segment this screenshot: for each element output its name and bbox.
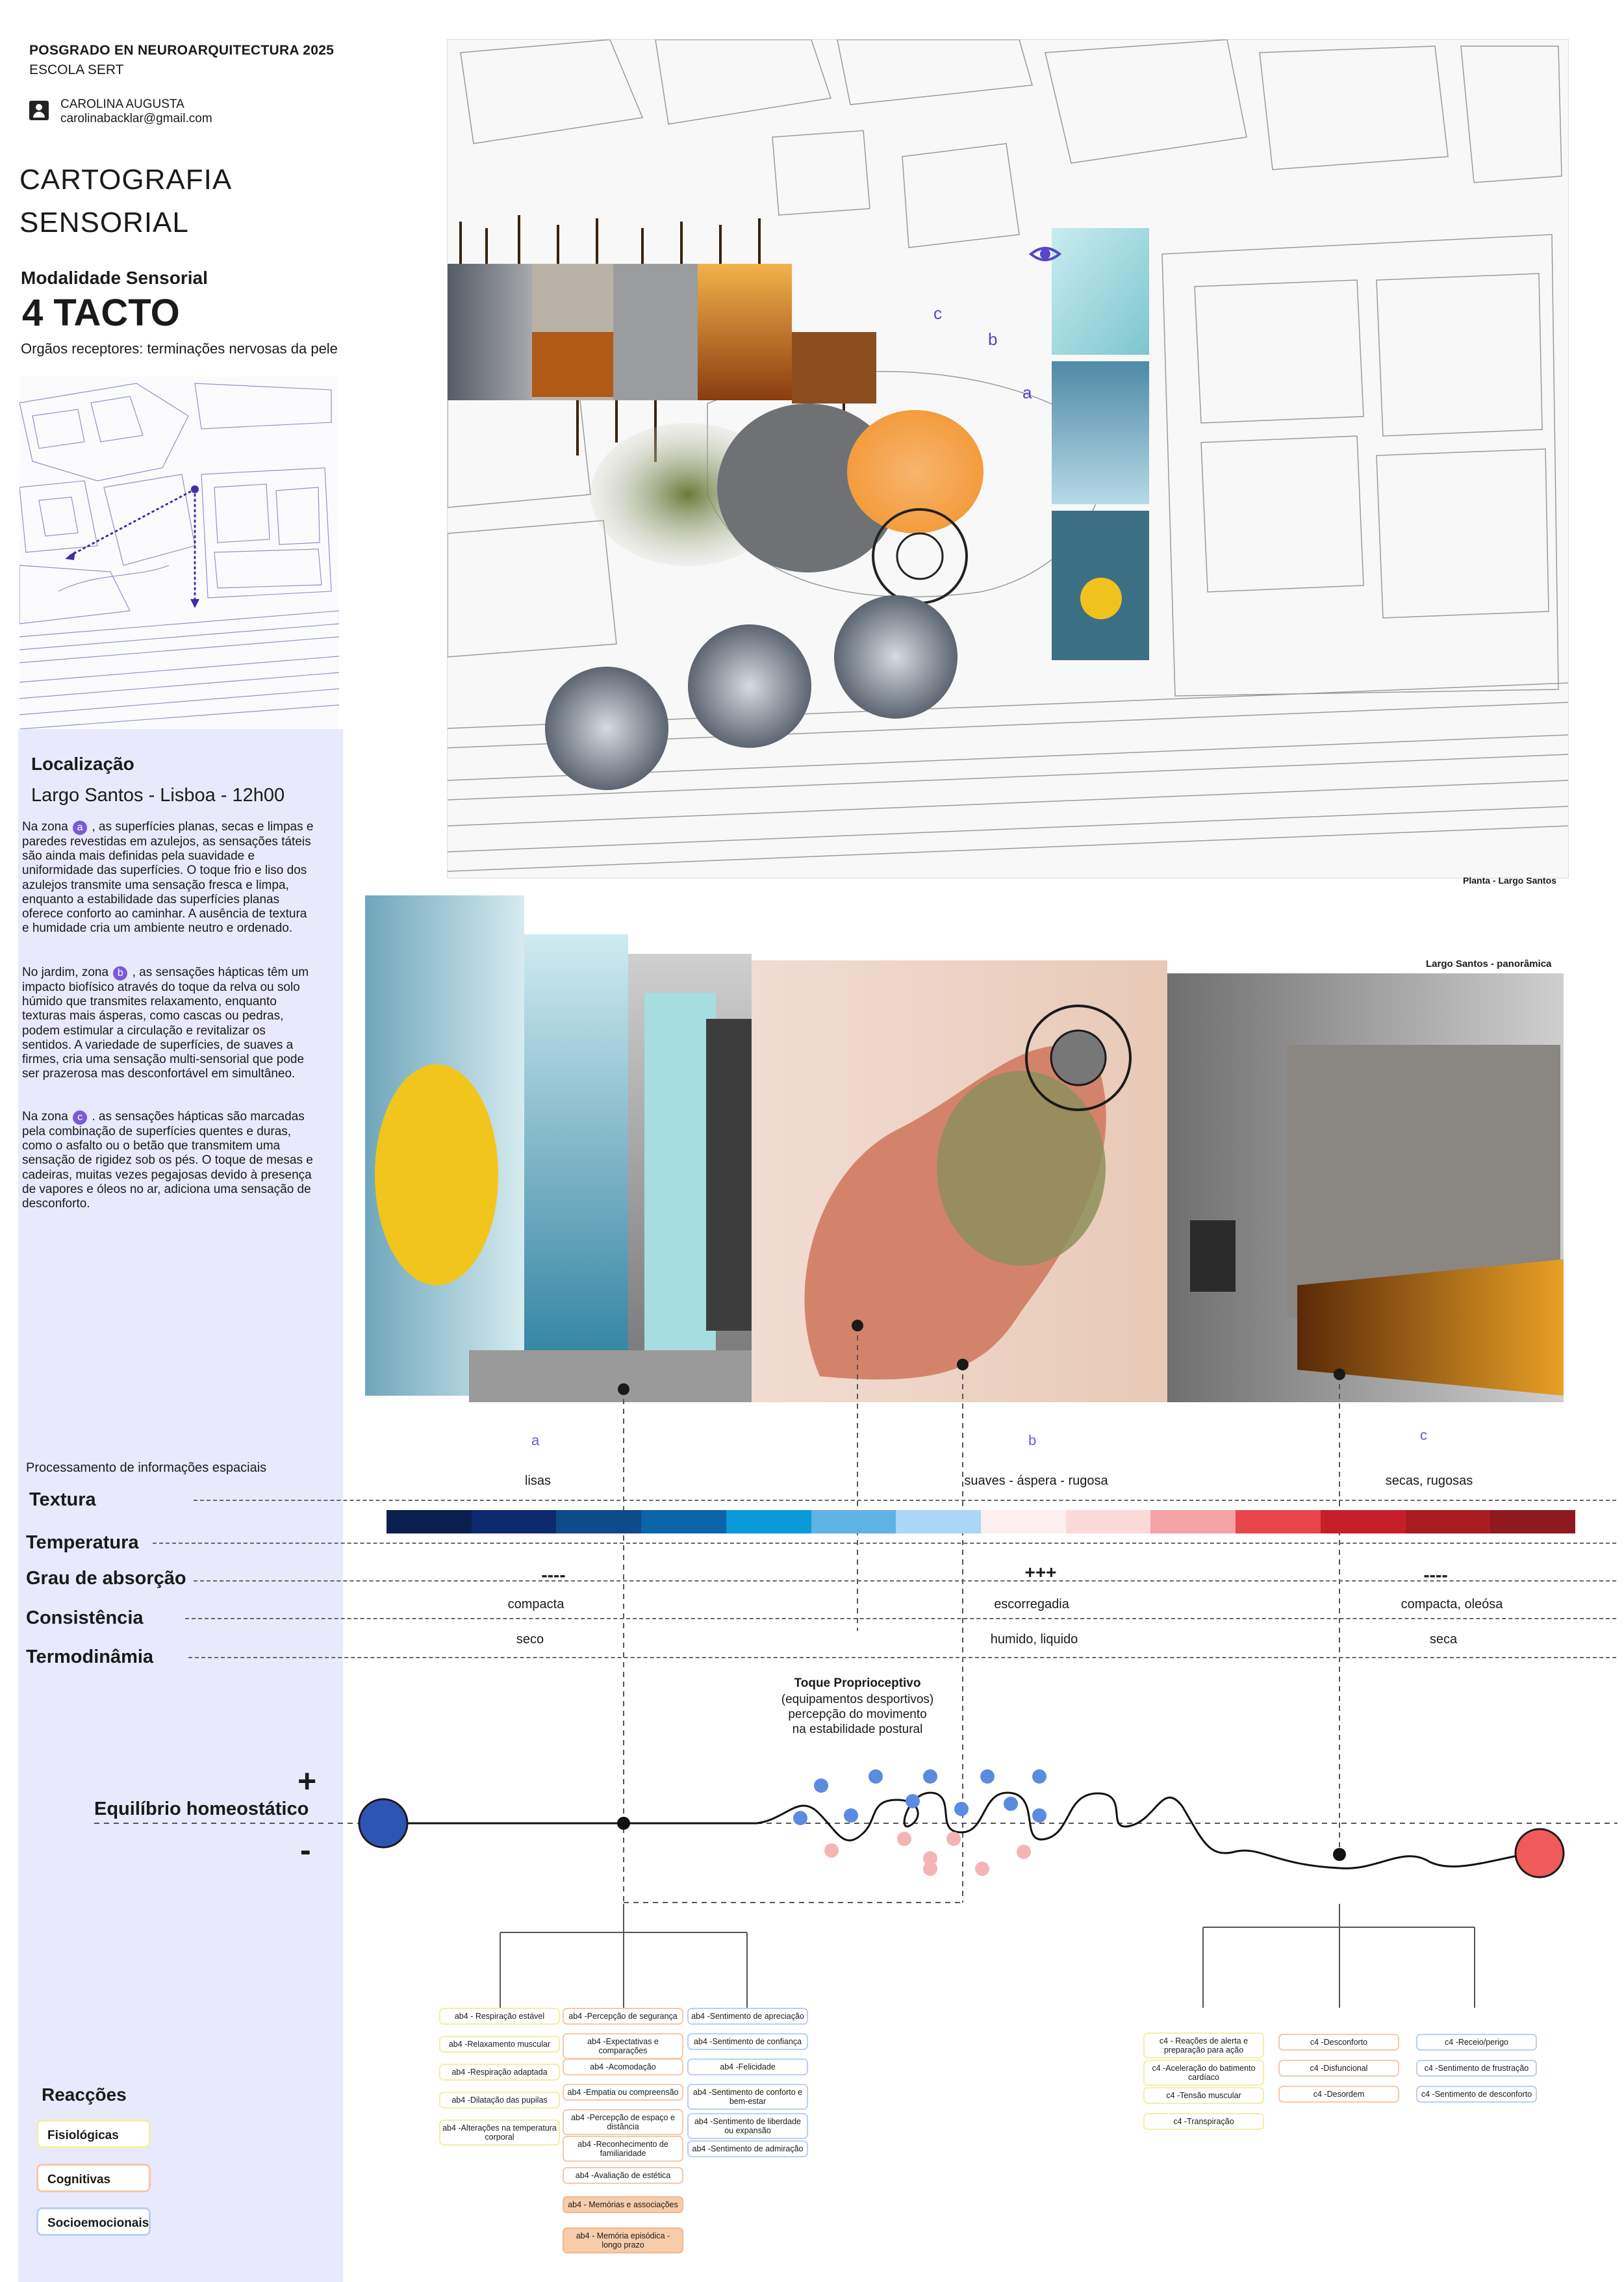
ab4-cogn-strong-1: ab4 - Memórias e associações [563, 2196, 683, 2213]
panorama-caption: Largo Santos - panorâmica [1426, 958, 1552, 969]
ab4-cogn-4: ab4 -Empatia ou compreensão [563, 2084, 683, 2101]
c4-fisio-2: c4 -Aceleração do batimento cardíaco [1143, 2060, 1264, 2086]
page-title [19, 159, 232, 244]
touch-line-1: (equipamentos desportivos) [781, 1693, 934, 1706]
site-plan-collage [447, 39, 1569, 878]
c4-socio-3: c4 -Sentimento de desconforto [1416, 2086, 1537, 2103]
c4-fisio-3: c4 -Tensão muscular [1143, 2087, 1264, 2104]
zone-c-prefix: Na zona [22, 1110, 68, 1123]
ab4-cogn-1: ab4 -Percepção de segurança [563, 2008, 683, 2025]
temperature-segment-13 [1406, 1510, 1491, 1533]
temperature-segment-3 [556, 1510, 641, 1533]
title-line-1: CARTOGRAFIA [19, 164, 233, 196]
equilibrium-label: Equilíbrio homeostático [94, 1799, 309, 1819]
pano-zone-a: a [531, 1432, 540, 1448]
map-zone-c: c [933, 303, 942, 323]
ab4-fisio-4: ab4 -Dilatação das pupilas [439, 2092, 560, 2109]
modality-label: Modalidade Sensorial [21, 268, 208, 288]
touch-line-2: percepção do movimento [788, 1708, 927, 1721]
zone-b-text: , as sensações hápticas têm um impacto biofísico através do toque da relva ou solo húmido que transmites relaxamento, enquanto texturas mais ásperas, como cascas ou pedras, podem estimular a circulação e revitalizar os sentidos. A variedade de superfícies, de suaves a firmes, cria uma sensação multi-sensorial que pode ser prazerosa mas desconfortável em simultâneo. [22, 966, 309, 1081]
termodinamia-c: seca [1429, 1632, 1458, 1647]
row-label-absorcao: Grau de absorção [26, 1568, 186, 1589]
termodinamia-a: seco [516, 1632, 544, 1647]
equilibrium-end [1516, 1829, 1564, 1877]
temperature-scale [387, 1510, 1575, 1533]
plus-sign: + [298, 1763, 317, 1799]
map-zone-b: b [988, 329, 998, 349]
mini-site-map [19, 377, 339, 729]
ab4-socio-6: ab4 -Sentimento de admiração [687, 2140, 808, 2157]
absorcao-b: +++ [1024, 1562, 1057, 1582]
textura-a: lisas [524, 1474, 552, 1488]
receptors-text: Orgãos receptores: terminações nervosas da pele [21, 340, 338, 357]
absorcao-a: ---- [541, 1565, 566, 1585]
row-label-consistencia: Consistência [26, 1608, 144, 1628]
location-subtitle: Largo Santos - Lisboa - 12h00 [31, 785, 285, 806]
ab4-cogn-2: ab4 -Expectativas e comparações [563, 2033, 683, 2059]
ab4-fisio-5: ab4 -Alterações na temperatura corporal [439, 2120, 560, 2146]
zone-c-chip: c [73, 1110, 87, 1125]
zone-a-description [22, 820, 314, 936]
pano-zone-b: b [1028, 1432, 1037, 1448]
temperature-segment-4 [641, 1510, 726, 1533]
ab4-socio-3: ab4 -Felicidade [687, 2058, 808, 2075]
map-zone-a: a [1022, 383, 1032, 402]
user-icon [29, 101, 49, 120]
touch-description [754, 1692, 961, 1737]
minus-sign: - [300, 1832, 311, 1868]
touch-title: Toque Proprioceptivo [794, 1676, 921, 1690]
ab4-socio-2: ab4 -Sentimento de confiança [687, 2033, 808, 2050]
touch-line-3: na estabilidade postural [792, 1723, 923, 1736]
zone-c-description [22, 1110, 314, 1211]
panorama-collage [365, 895, 1564, 1428]
consistencia-a: compacta [507, 1597, 565, 1611]
location-title: Localização [31, 754, 134, 774]
row-label-termodinamia: Termodinâmia [26, 1647, 154, 1667]
ab4-socio-4: ab4 -Sentimento de conforto e bem-estar [687, 2084, 808, 2110]
ab4-fisio-2: ab4 -Relaxamento muscular [439, 2036, 560, 2053]
c4-socio-1: c4 -Receio/perigo [1416, 2034, 1537, 2051]
temperature-segment-2 [472, 1510, 557, 1533]
consistencia-b: escorregadia [994, 1597, 1069, 1611]
textura-c: secas, rugosas [1385, 1474, 1473, 1488]
temperature-segment-12 [1321, 1510, 1406, 1533]
reactions-title: Reacções [42, 2084, 127, 2105]
temperature-segment-1 [387, 1510, 472, 1533]
row-label-temperatura: Temperatura [26, 1532, 139, 1553]
equilibrium-start [359, 1799, 407, 1847]
ab4-cogn-strong-2: ab4 - Memória episódica - longo prazo [563, 2227, 683, 2253]
temperature-segment-14 [1490, 1510, 1575, 1533]
c4-fisio-4: c4 -Transpiração [1143, 2113, 1264, 2130]
title-line-2: SENSORIAL [19, 207, 189, 238]
school-name: ESCOLA SERT [29, 62, 124, 77]
zone-a-chip: a [73, 821, 87, 835]
ab4-fisio-3: ab4 -Respiração adaptada [439, 2064, 560, 2081]
zone-a-text: , as superfícies planas, secas e limpas e paredes revestidas em azulejos, as sensações táteis são ainda mais definidas pela suavidade e uniformidade das superfícies. O toque frio e liso dos azulejos transmite uma sensação fresca e limpa, enquanto a estabilidade das superfícies planas oferece conforto ao caminhar. A ausência de textura e humidade cria um ambiente neutro e ordenado. [22, 820, 314, 936]
zone-b-chip: b [113, 966, 127, 981]
zone-b-description [22, 966, 314, 1081]
c4-cogn-1: c4 -Desconforto [1278, 2034, 1399, 2051]
legend-cognitivas: Cognitivas [36, 2164, 151, 2192]
ab4-socio-1: ab4 -Sentimento de apreciação [687, 2008, 808, 2025]
course-title: POSGRADO EN NEUROARQUITECTURA 2025 [29, 43, 335, 58]
temperature-segment-9 [1066, 1510, 1151, 1533]
temperature-segment-10 [1150, 1510, 1236, 1533]
reaction-tree [0, 1904, 1624, 2008]
legend-fisiologicas: Fisiológicas [36, 2120, 151, 2148]
ab4-cogn-7: ab4 -Avaliação de estética [563, 2167, 683, 2184]
ab4-cogn-5: ab4 -Percepção de espaço e distância [563, 2109, 683, 2135]
author-email: carolinabacklar@gmail.com [60, 112, 212, 125]
zone-a-prefix: Na zona [22, 820, 68, 834]
consistencia-c: compacta, oleósa [1401, 1597, 1503, 1611]
c4-cogn-3: c4 -Desordem [1278, 2086, 1399, 2103]
ab4-socio-5: ab4 -Sentimento de liberdade ou expansão [687, 2113, 808, 2139]
textura-b: suaves - áspera - rugosa [964, 1474, 1108, 1488]
pano-zone-c: c [1420, 1427, 1427, 1443]
temperature-segment-11 [1236, 1510, 1321, 1533]
termodinamia-b: humido, liquido [990, 1632, 1078, 1647]
temperature-segment-6 [811, 1510, 896, 1533]
modality-value: 4 TACTO [22, 292, 180, 334]
ab4-cogn-6: ab4 -Reconhecimento de familiaridade [563, 2136, 683, 2162]
legend-socioemocionais: Socioemocionais [36, 2207, 151, 2236]
ab4-fisio-1: ab4 - Respiração estável [439, 2008, 560, 2025]
absorcao-c: ---- [1423, 1565, 1448, 1585]
ab4-cogn-3: ab4 -Acomodação [563, 2058, 683, 2075]
c4-socio-2: c4 -Sentimento de frustração [1416, 2060, 1537, 2077]
temperature-segment-7 [896, 1510, 981, 1533]
row-label-textura: Textura [29, 1489, 96, 1510]
c4-cogn-2: c4 -Disfuncional [1278, 2060, 1399, 2077]
author-name: CAROLINA AUGUSTA [60, 97, 184, 111]
c4-fisio-1: c4 - Reações de alerta e preparação para ação [1143, 2032, 1264, 2058]
temperature-segment-5 [726, 1510, 811, 1533]
processing-label: Processamento de informações espaciais [26, 1461, 267, 1475]
temperature-segment-8 [981, 1510, 1066, 1533]
zone-c-text: . as sensações hápticas são marcadas pela combinação de superfícies quentes e duras, como o asfalto ou o betão que transmitem uma sensação de rigidez sob os pés. O toque de mesas e cadeiras, muitas vezes pegajosas devido à presença de vapores e óleos no ar, adiciona uma sensação de desconforto. [22, 1110, 313, 1211]
map-caption: Planta - Largo Santos [1463, 875, 1556, 886]
zone-b-prefix: No jardim, zona [22, 966, 109, 979]
